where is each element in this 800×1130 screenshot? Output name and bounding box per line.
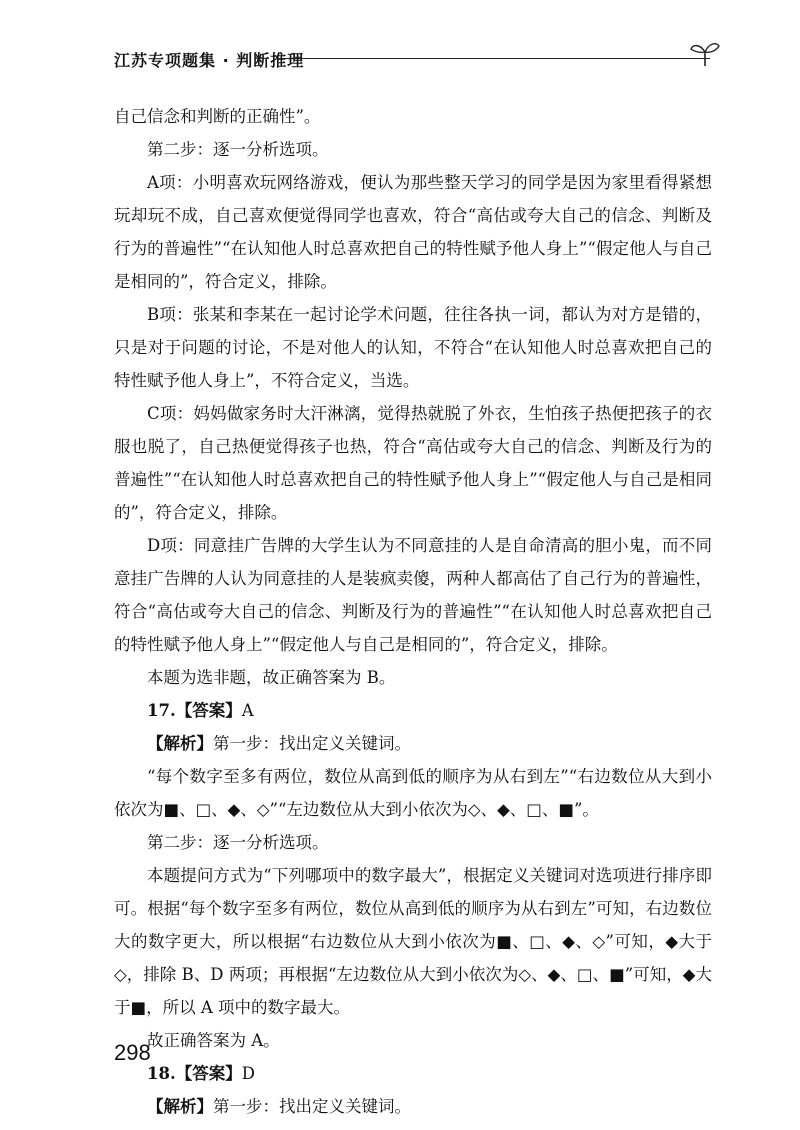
paragraph-option-a: A项：小明喜欢玩网络游戏，便认为那些整天学习的同学是因为家里看得紧想玩却玩不成，自己喜欢便觉得同学也喜欢，符合“高估或夸大自己的信念、判断及行为的普遍性”“在认知他人时总喜欢把自己的特性赋予他人身上”“假定他人与自己是相同的”，符合定义，排除。 xyxy=(114,173,712,291)
answer-18 xyxy=(114,1057,712,1090)
paragraph-answer-16: 本题为选非题，故正确答案为 B。 xyxy=(147,668,396,687)
paragraph: 本题提问方式为“下列哪项中的数字最大”，根据定义关键词对选项进行排序即可。根据“每个数字至多有两位，数位从高到低的顺序为从右到左”可知，右边数位大的数字更大，所以根据“右边数位从大到小依次为■、□、◆、◇”可知，◆大于◇，排除 B、D 两项；再根据“左边数位从大到小依次为◇、◆、□、■”可知，◆大于■，所以 A 项中的数字最大。 xyxy=(114,866,712,1017)
paragraph: 第二步：逐一分析选项。 xyxy=(147,140,329,159)
sprout-icon xyxy=(688,40,722,68)
paragraph-answer-17: 故正确答案为 A。 xyxy=(147,1031,280,1050)
answer-17 xyxy=(114,694,712,727)
analysis-text: 第一步：找出定义关键词。 xyxy=(213,734,411,753)
header-rule xyxy=(278,58,710,59)
page-header xyxy=(0,40,800,80)
analysis-label: 【解析】 xyxy=(147,734,213,753)
paragraph: “每个数字至多有两位，数位从高到低的顺序为从右到左”“右边数位从大到小依次为■、□、◆、◇”“左边数位从大到小依次为◇、◆、□、■”。 xyxy=(114,767,712,819)
header-title: 江苏专项题集 · 判断推理 xyxy=(114,51,305,70)
answer-value: A xyxy=(241,701,254,720)
paragraph-option-c: C项：妈妈做家务时大汗淋漓，觉得热就脱了外衣，生怕孩子热便把孩子的衣服也脱了，自己热便觉得孩子也热，符合“高估或夸大自己的信念、判断及行为的普遍性”“在认知他人时总喜欢把自己的特性赋予他人身上”“假定他人与自己是相同的”，符合定义，排除。 xyxy=(114,404,712,522)
answer-value: D xyxy=(241,1064,255,1083)
body-text xyxy=(114,100,712,1123)
paragraph: 第二步：逐一分析选项。 xyxy=(147,833,329,852)
paragraph-option-d: D项：同意挂广告牌的大学生认为不同意挂的人是自命清高的胆小鬼，而不同意挂广告牌的人认为同意挂的人是装疯卖傻，两种人都高估了自己行为的普遍性，符合“高估或夸大自己的信念、判断及行为的普遍性”“在认知他人时总喜欢把自己的特性赋予他人身上”“假定他人与自己是相同的”，符合定义，排除。 xyxy=(114,536,712,654)
analysis-label: 【解析】 xyxy=(147,1097,213,1116)
answer-label: 17.【答案】 xyxy=(147,701,242,720)
analysis-18 xyxy=(114,1090,712,1123)
page-number: 298 xyxy=(114,1040,151,1065)
answer-label: 18.【答案】 xyxy=(147,1064,242,1083)
analysis-text: 第一步：找出定义关键词。 xyxy=(213,1097,411,1116)
paragraph-option-b: B项：张某和李某在一起讨论学术问题，往往各执一词，都认为对方是错的，只是对于问题的讨论，不是对他人的认知，不符合“在认知他人时总喜欢把自己的特性赋予他人身上”，不符合定义，当选。 xyxy=(114,305,712,390)
paragraph: 自己信念和判断的正确性”。 xyxy=(114,107,321,126)
analysis-17 xyxy=(114,727,712,760)
